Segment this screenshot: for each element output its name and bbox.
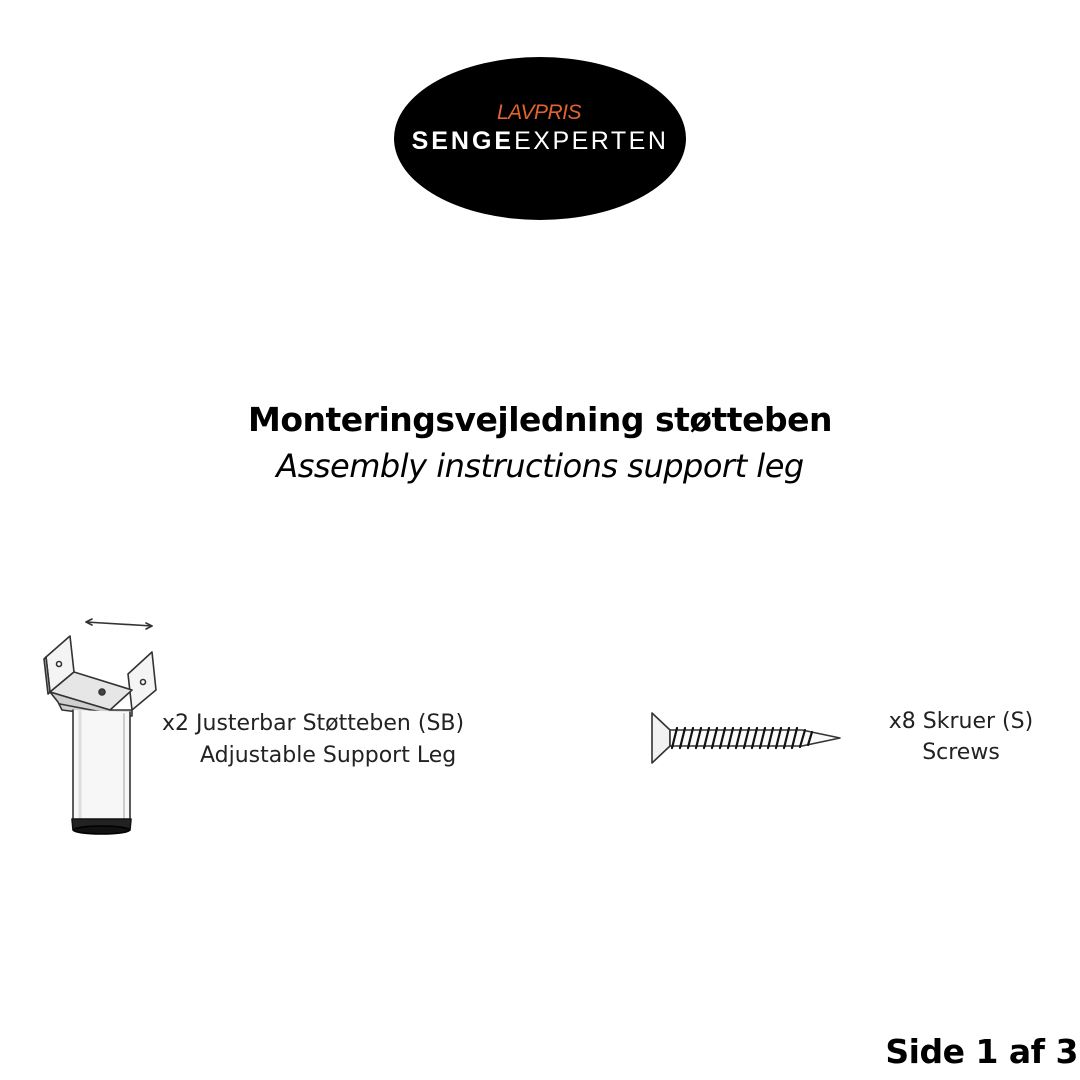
page-title: Monteringsvejledning støtteben — [248, 400, 832, 439]
part-quantity-name: x2 Justerbar Støtteben (SB) — [162, 711, 465, 736]
part-quantity-name: x8 Skruer (S) — [888, 709, 1034, 734]
brand-logo — [394, 57, 686, 220]
svg-text:SENGEEXPERTEN — [412, 127, 669, 155]
part-english-name: Adjustable Support Leg — [200, 743, 457, 768]
screw-icon — [644, 708, 850, 770]
logo-brand-bold: SENGE — [411, 127, 515, 155]
page-subtitle: Assembly instructions support leg — [276, 447, 804, 485]
page-number: Side 1 af 3 — [885, 1032, 1078, 1071]
heading — [0, 398, 1080, 490]
screw-label — [866, 706, 1056, 768]
logo-top-text: LAVPRIS — [496, 101, 582, 124]
logo-brand-light: EXPERTEN — [514, 127, 669, 155]
adjustable-support-leg-icon — [40, 612, 162, 840]
adjustable-support-leg-label — [162, 708, 532, 772]
part-english-name: Screws — [922, 740, 1000, 765]
